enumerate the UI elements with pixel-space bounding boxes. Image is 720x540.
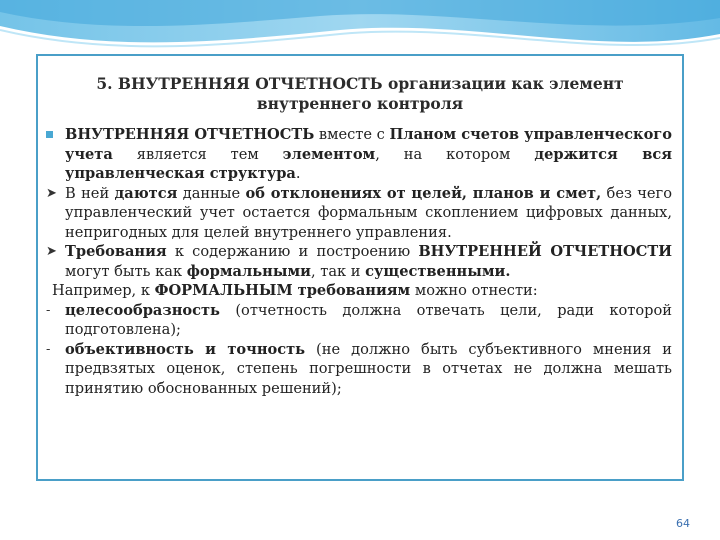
dash-item-expediency (44, 301, 672, 340)
text: , так и (310, 262, 366, 280)
text-bold: целесообразность (65, 301, 220, 319)
text-bold: ВНУТРЕННЕЙ ОТЧЕТНОСТИ (418, 243, 673, 260)
text-bold: ФОРМАЛЬНЫМ требованиям (154, 282, 411, 299)
slide-body (44, 125, 672, 398)
text-bold: элементом (282, 145, 376, 163)
text-bold: Требования (65, 243, 167, 260)
slide-title-line-2: внутреннего контроля (256, 94, 464, 113)
bullet-deviations (44, 184, 672, 243)
text: является тем (112, 145, 283, 163)
slide-title (60, 74, 660, 114)
text: . (295, 165, 301, 182)
text-bold: объективность и точность (65, 340, 306, 358)
text: , на котором (375, 145, 535, 163)
text: В ней (65, 184, 115, 202)
header-wave-decoration (0, 0, 720, 60)
dash-item-objectivity (44, 340, 672, 399)
text: к содержанию и построению (166, 243, 419, 260)
text: можно отнести: (410, 282, 538, 299)
text-bold: существенными. (365, 262, 511, 280)
text-bold: даются (114, 184, 178, 202)
dash-bullet: - (46, 302, 51, 318)
text-bold: Планом счетов управленческого учета (65, 126, 672, 163)
bullet-requirements (44, 242, 672, 281)
slide-title-line-1: 5. ВНУТРЕННЯЯ ОТЧЕТНОСТЬ организации как элемент (96, 74, 624, 93)
text: данные (177, 184, 246, 202)
arrow-bullet-icon: ➤ (46, 244, 57, 259)
text: Например, к (52, 282, 155, 299)
example-intro (44, 281, 672, 301)
dash-bullet: - (46, 341, 51, 357)
text: (не должно быть субъективного мнения и предвзятых оценок, степень погрешности в отчетах не должна мешать принятию обоснованных решений); (65, 340, 672, 397)
page-number: 64 (676, 517, 690, 530)
text: без чего управленческий учет остается формальным скоплением цифровых данных, непригодных для целей внутреннего управления. (65, 184, 672, 241)
arrow-bullet-icon: ➤ (46, 185, 57, 201)
text: могут быть как (65, 262, 187, 280)
bullet-internal-reporting (44, 125, 672, 184)
text: вместе с (314, 126, 390, 143)
text-bold: держится вся управленческая структура (65, 145, 673, 182)
square-bullet-icon (46, 131, 53, 138)
text-bold: об отклонениях от целей, планов и смет, (245, 184, 602, 202)
text-bold: формальными (186, 262, 311, 280)
text-bold: ВНУТРЕННЯЯ ОТЧЕТНОСТЬ (65, 126, 315, 143)
text: (отчетность должна отвечать цели, ради которой подготовлена); (65, 301, 672, 338)
